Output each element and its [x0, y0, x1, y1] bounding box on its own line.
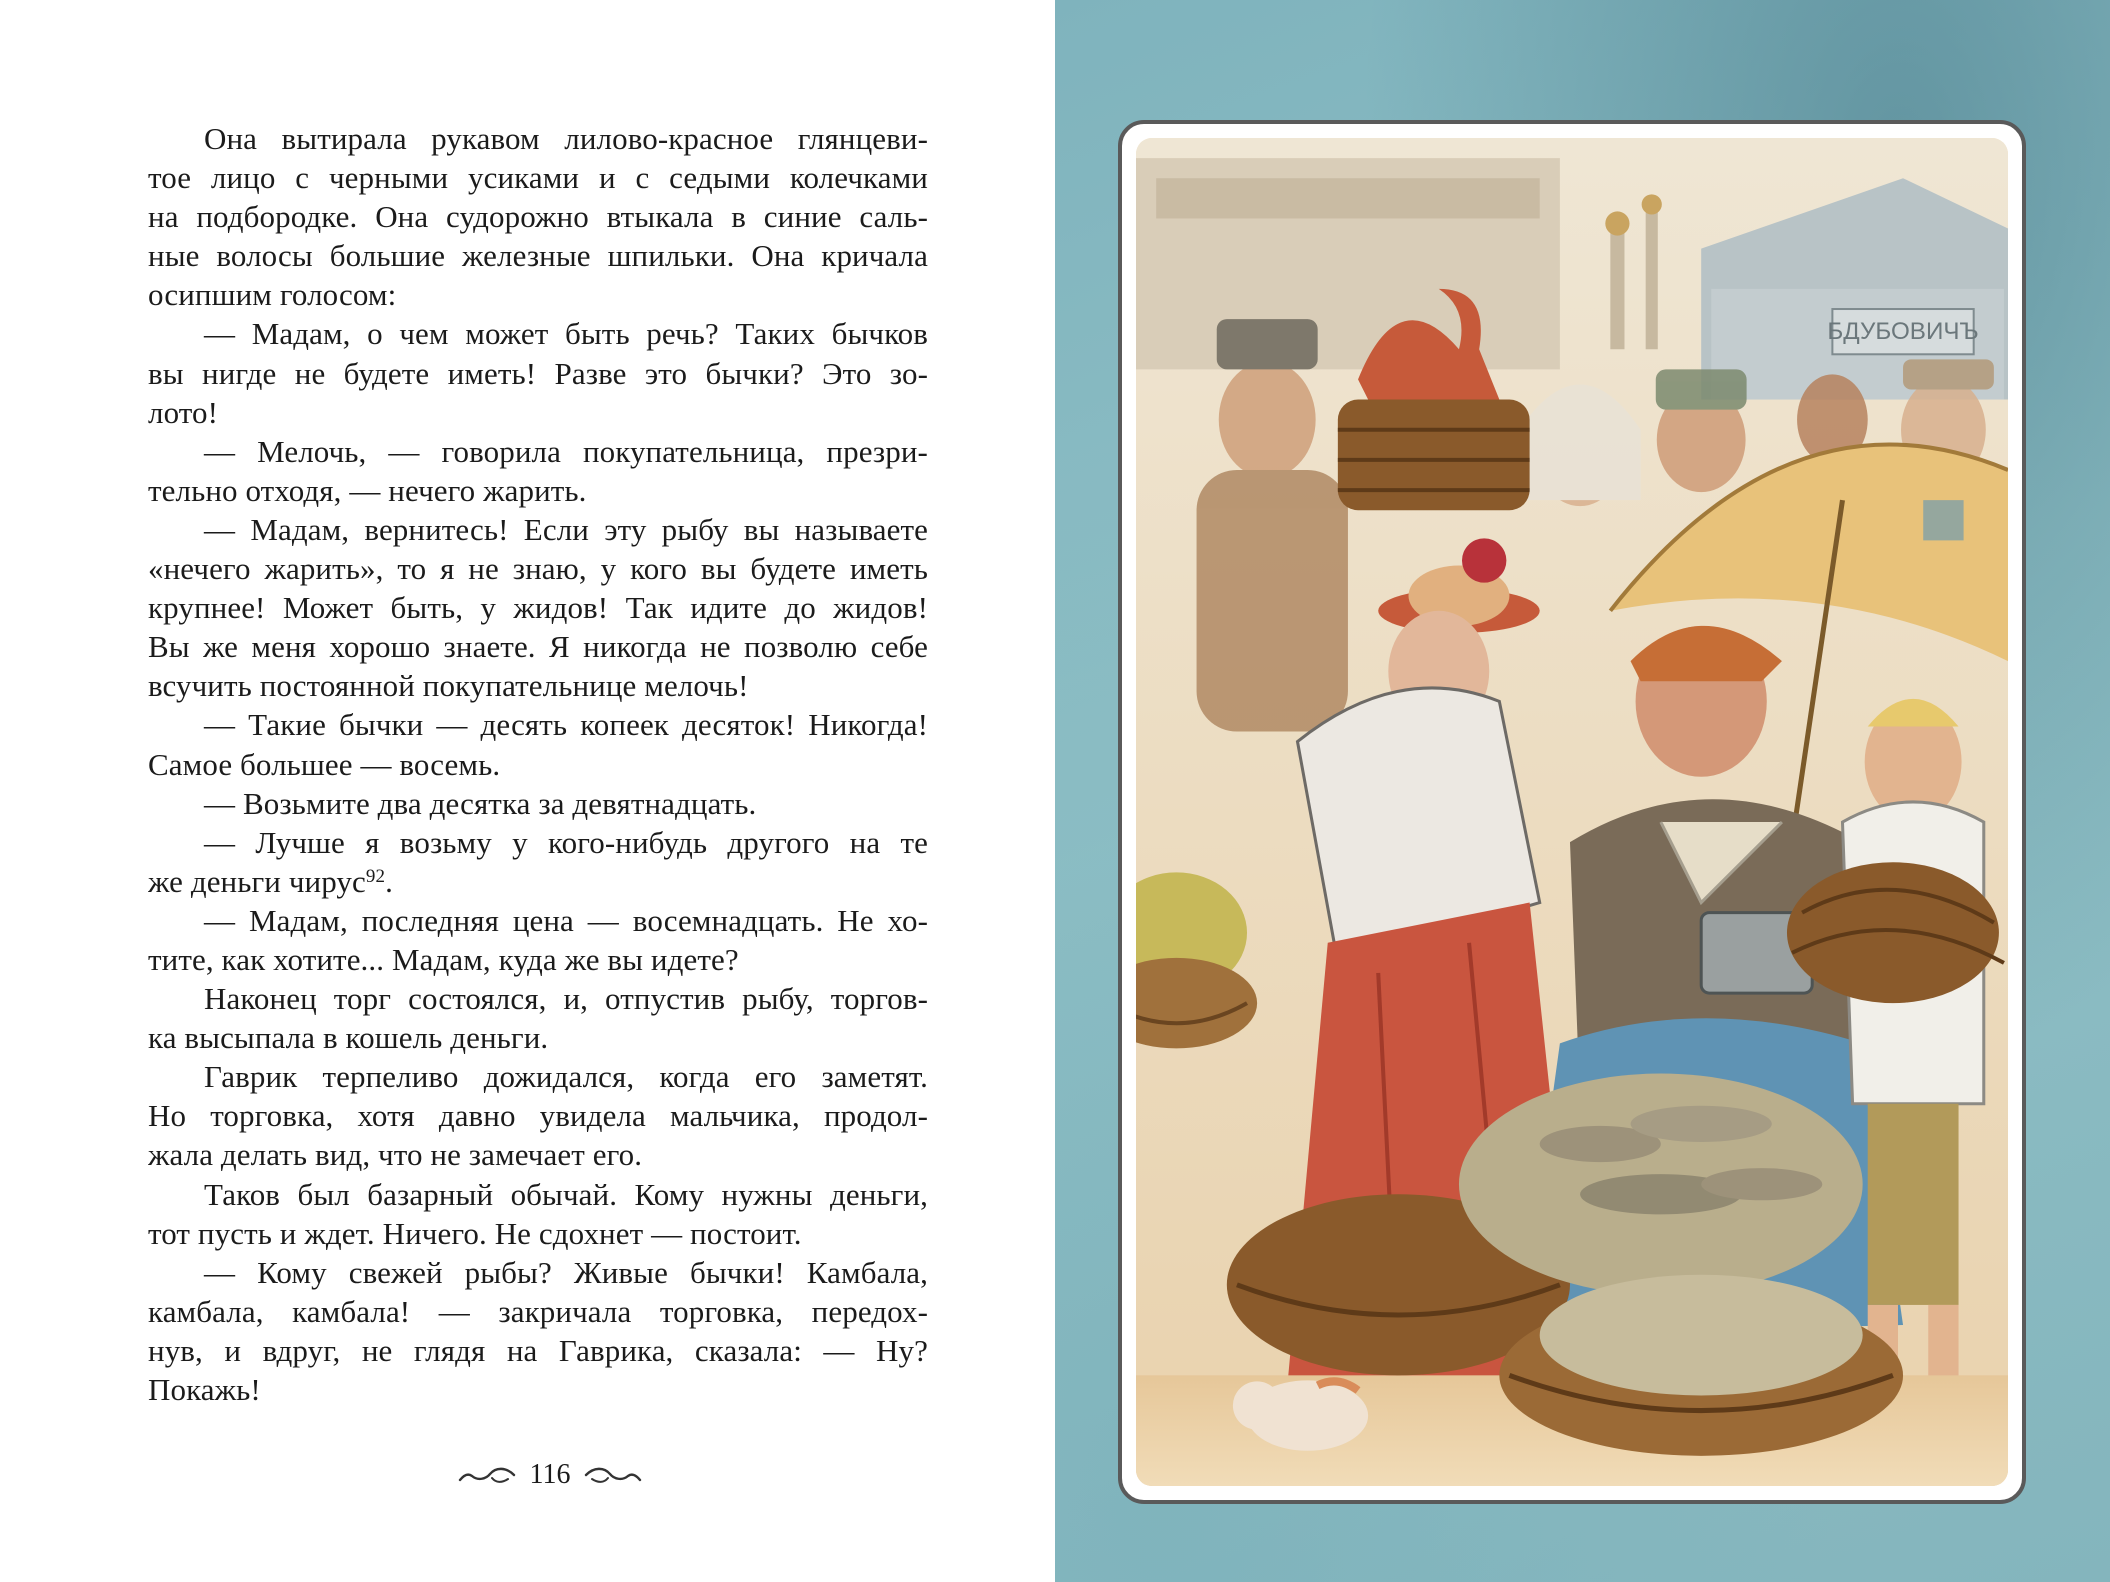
- text-line: вы нигде не будете иметь! Разве это бычки? Это зо-: [148, 355, 928, 391]
- text-line: всучить постоянной покупательнице мелочь!: [148, 668, 749, 704]
- illustration-page: [1055, 0, 2110, 1582]
- text-line: — Мелочь, — говорила покупательница, презри-: [204, 433, 928, 469]
- text-line: тельно отходя, — нечего жарить.: [148, 472, 587, 508]
- text-line: Гаврик терпеливо дожидался, когда его заметят.: [204, 1059, 928, 1095]
- text-line: ные волосы большие железные шпильки. Она кричала: [148, 238, 928, 274]
- text-line: нув, и вдруг, не глядя на Гаврика, сказала: — Ну?: [148, 1332, 928, 1368]
- body-text: [148, 119, 928, 1409]
- text-line: Таков был базарный обычай. Кому нужны деньги,: [204, 1176, 928, 1212]
- ornament-right-icon: [584, 1464, 644, 1486]
- text-line: же деньги чирус$^{92}$.: [148, 863, 393, 899]
- shop-sign: БДУБОВИЧЪ: [1827, 318, 1979, 346]
- market-scene: [1136, 138, 2008, 1486]
- text-line: тите, как хотите... Мадам, куда же вы идете?: [148, 941, 739, 977]
- text-line: Вы же меня хорошо знаете. Я никогда не позволю себе: [148, 629, 928, 665]
- text-line: — Такие бычки — десять копеек десяток! Никогда!: [204, 707, 928, 743]
- text-line: Она вытирала рукавом лилово-красное глянцеви-: [204, 121, 928, 156]
- text-line: Покажь!: [148, 1372, 261, 1407]
- text-line: — Мадам, вернитесь! Если эту рыбу вы называете: [204, 511, 928, 547]
- text-line: Самое большее — восемь.: [148, 746, 501, 782]
- text-line: камбала, камбала! — закричала торговка, передох-: [148, 1293, 928, 1329]
- page-footer: [400, 1455, 700, 1495]
- text-line: — Лучше я возьму у кого-нибудь другого на те: [204, 824, 928, 860]
- text-line: на подбородке. Она судорожно втыкала в синие саль-: [148, 199, 928, 235]
- text-line: жала делать вид, что не замечает его.: [148, 1137, 643, 1173]
- text-line: тое лицо с черными усиками и с седыми колечками: [148, 160, 928, 196]
- text-line: — Возьмите два десятка за девятнадцать.: [204, 785, 757, 821]
- text-line: — Кому свежей рыбы? Живые бычки! Камбала,: [204, 1254, 928, 1290]
- text-line: крупнее! Может быть, у жидов! Так идите до жидов!: [148, 590, 928, 626]
- text-line: — Мадам, о чем может быть речь? Таких бычков: [204, 316, 928, 352]
- page-number: 116: [529, 1459, 571, 1490]
- text-line: лото!: [148, 394, 219, 430]
- text-line: — Мадам, последняя цена — восемнадцать. Не хо-: [204, 902, 928, 938]
- text-line: Но торговка, хотя давно увидела мальчика, продол-: [148, 1098, 928, 1134]
- text-line: осипшим голосом:: [148, 277, 397, 313]
- text-line: тот пусть и ждет. Ничего. Не сдохнет — постоит.: [148, 1215, 802, 1251]
- ornament-left-icon: [456, 1464, 516, 1486]
- footnote-marker: 92: [365, 865, 386, 887]
- illustration-frame: [1118, 120, 2026, 1504]
- text-line: Наконец торг состоялся, и, отпустив рыбу, торгов-: [204, 981, 928, 1017]
- text-line: «нечего жарить», то я не знаю, у кого вы будете иметь: [148, 551, 928, 587]
- text-line: ка высыпала в кошель деньги.: [148, 1020, 549, 1056]
- market-illustration: [1136, 138, 2008, 1486]
